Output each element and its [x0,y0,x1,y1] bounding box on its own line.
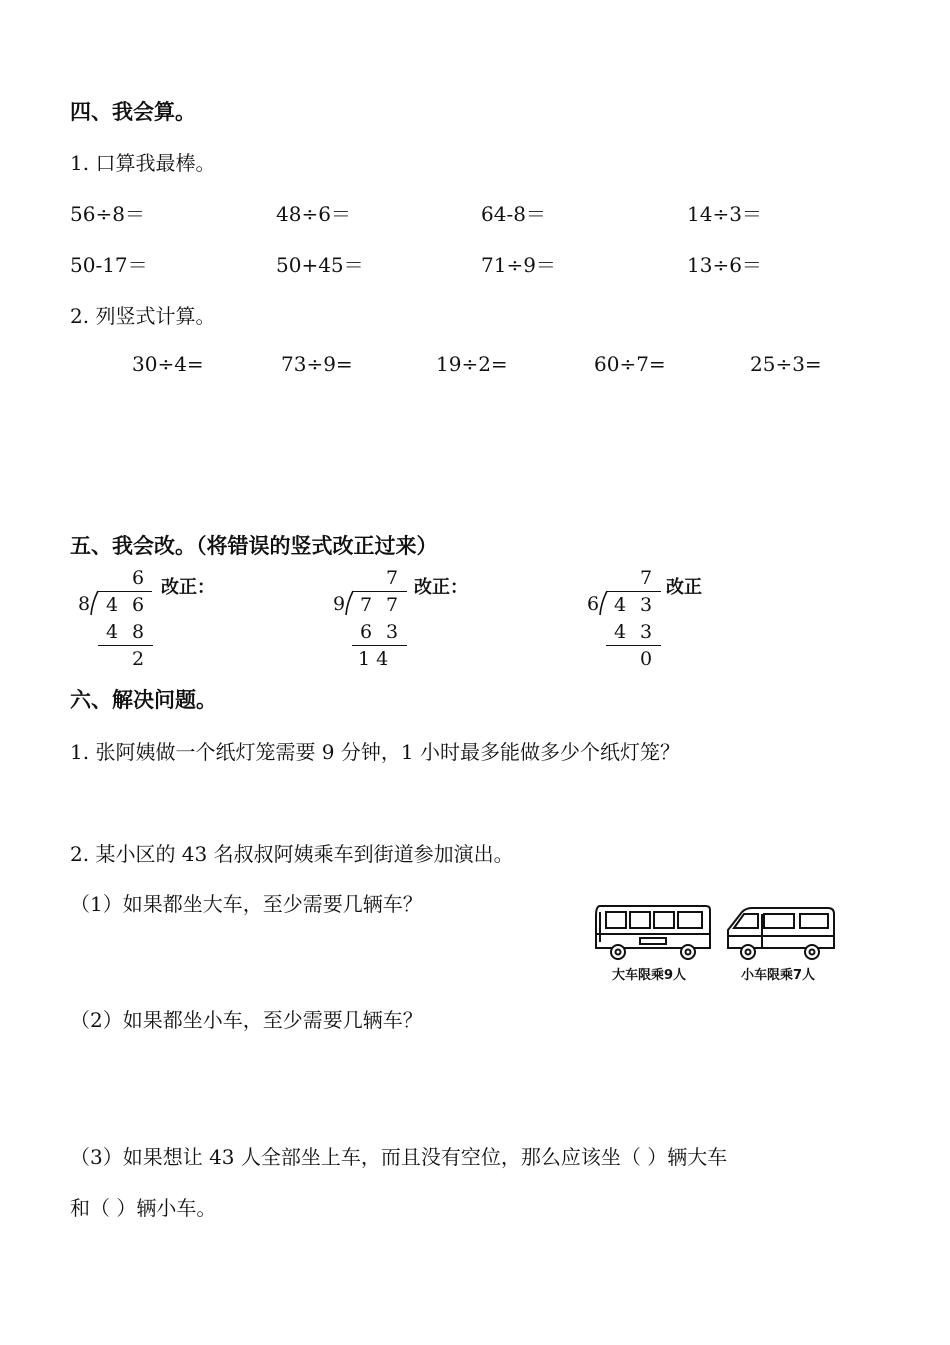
sub-question-3-line2: 和（ ）辆小车。 [70,1196,217,1220]
section4-title: 四、我会算。 [70,100,196,124]
divisor: 8 [78,593,91,615]
remainder: 0 [640,648,653,670]
division-bracket [345,590,355,616]
dividend-digit: 4 [614,594,627,616]
subtraction-line [352,645,407,646]
dividend-digit: 6 [132,594,145,616]
oral-problem: 50+45＝ [276,253,364,277]
divisor: 6 [587,593,600,615]
section5-title: 五、我会改。（将错误的竖式改正过来） [70,534,438,558]
division-bar [97,591,152,592]
oral-problem: 48÷6＝ [276,202,351,226]
division-bracket [90,590,100,616]
oral-problem: 50-17＝ [70,253,148,277]
section6-title: 六、解决问题。 [70,688,217,712]
oral-problem: 71÷9＝ [481,253,556,277]
division-bar [352,591,407,592]
correction-label: 改正 [666,577,702,598]
subtraction-line [98,645,153,646]
dividend-digit: 7 [360,594,373,616]
remainder: 1 4 [358,648,389,670]
sub-question-1: （1）如果都坐大车，至少需要几辆车？ [70,892,423,916]
division-bar [606,591,661,592]
quotient: 7 [386,567,399,589]
vertical-problem: 73÷9= [281,352,353,376]
correction-label: 改正： [414,577,468,598]
dividend-digit: 7 [386,594,399,616]
vertical-problem: 19÷2= [436,352,508,376]
product-digit: 3 [386,621,399,643]
product-digit: 6 [360,621,373,643]
oral-problem: 14÷3＝ [687,202,762,226]
problem-2: 2. 某小区的 43 名叔叔阿姨乘车到街道参加演出。 [70,842,514,866]
sub-question-3-line1: （3）如果想让 43 人全部坐上车，而且没有空位，那么应该坐（ ）辆大车 [70,1145,728,1169]
problem-1: 1. 张阿姨做一个纸灯笼需要 9 分钟，1 小时最多能做多少个纸灯笼？ [70,740,680,764]
division-bracket [599,590,609,616]
oral-calc-title: 1. 口算我最棒。 [70,151,216,175]
bus-icon [592,902,714,962]
vertical-problem: 60÷7= [594,352,666,376]
quotient: 6 [132,567,145,589]
quotient: 7 [640,567,653,589]
van-caption: 小车限乘7人 [741,968,816,983]
dividend-digit: 4 [106,594,119,616]
correction-label: 改正： [161,577,215,598]
product-digit: 8 [132,621,145,643]
oral-problem: 56÷8＝ [70,202,145,226]
bus-caption: 大车限乘9人 [612,968,687,983]
vertical-problem: 30÷4= [132,352,204,376]
vertical-problem: 25÷3= [750,352,822,376]
oral-problem: 64-8＝ [481,202,546,226]
divisor: 9 [333,593,346,615]
dividend-digit: 3 [640,594,653,616]
vertical-calc-title: 2. 列竖式计算。 [70,304,216,328]
van-icon [724,904,839,962]
product-digit: 4 [106,621,119,643]
product-digit: 4 [614,621,627,643]
remainder: 2 [132,648,145,670]
subtraction-line [606,645,661,646]
product-digit: 3 [640,621,653,643]
oral-problem: 13÷6＝ [687,253,762,277]
sub-question-2: （2）如果都坐小车，至少需要几辆车？ [70,1008,423,1032]
